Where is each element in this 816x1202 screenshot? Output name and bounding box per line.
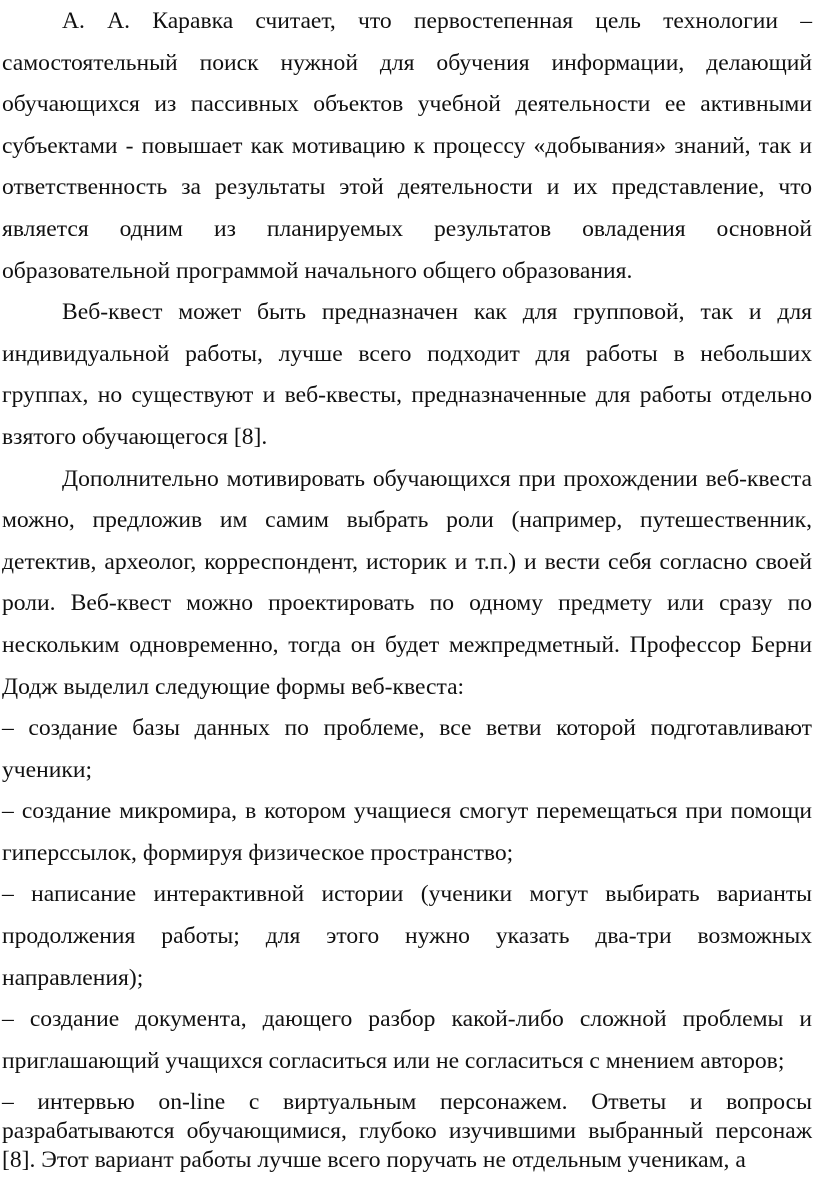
list-item: – написание интерактивной истории (ученики могут выбирать варианты продолжения работы; для этого нужно указать два-три возможных направления); [2, 881, 812, 991]
list-item: – создание базы данных по проблеме, все ветви которой подготавливают ученики; [2, 715, 812, 783]
list-item: – создание микромира, в котором учащиеся смогут перемещаться при помощи гиперссылок, формируя физическое пространство; [2, 798, 812, 866]
paragraph-webquest-format: Веб-квест может быть предназначен как для групповой, так и для индивидуальной работы, лучше всего подходит для работы в небольших группах, но существуют и веб-квесты, предназначенные для работы отдельно взятого обучающегося [8]. [2, 299, 812, 450]
document-page [2, 0, 812, 1175]
paragraph-motivation: Дополнительно мотивировать обучающихся при прохождении веб-квеста можно, предложив им самим выбрать роли (например, путешественник, детектив, археолог, корреспондент, историк и т.п.) и вести себя согласно своей роли. Веб-квест можно проектировать по одному предмету или сразу по нескольким одновременно, тогда он будет межпредметный. Профессор Берни Додж выделил следующие формы веб-квеста: [2, 465, 812, 700]
paragraph-karavka: А. А. Каравка считает, что первостепенная цель технологии – самостоятельный поиск нужной для обучения информации, делающий обучающихся из пассивных объектов учебной деятельности ее активными субъектами - повышает как мотивацию к процессу «добывания» знаний, так и ответственность за результаты этой деятельности и их представление, что является одним из планируемых результатов овладения основной образовательной программой начального общего образования. [2, 8, 812, 284]
list-item: – создание документа, дающего разбор какой-либо сложной проблемы и приглашающий учащихся согласиться или не согласиться с мнением авторов; [2, 1006, 812, 1074]
list-item: – интервью on-line с виртуальным персонажем. Ответы и вопросы разрабатываются обучающимися, глубоко изучившими выбранный персонаж [8]. Этот вариант работы лучше всего поручать не отдельным ученикам, а [2, 1089, 812, 1174]
